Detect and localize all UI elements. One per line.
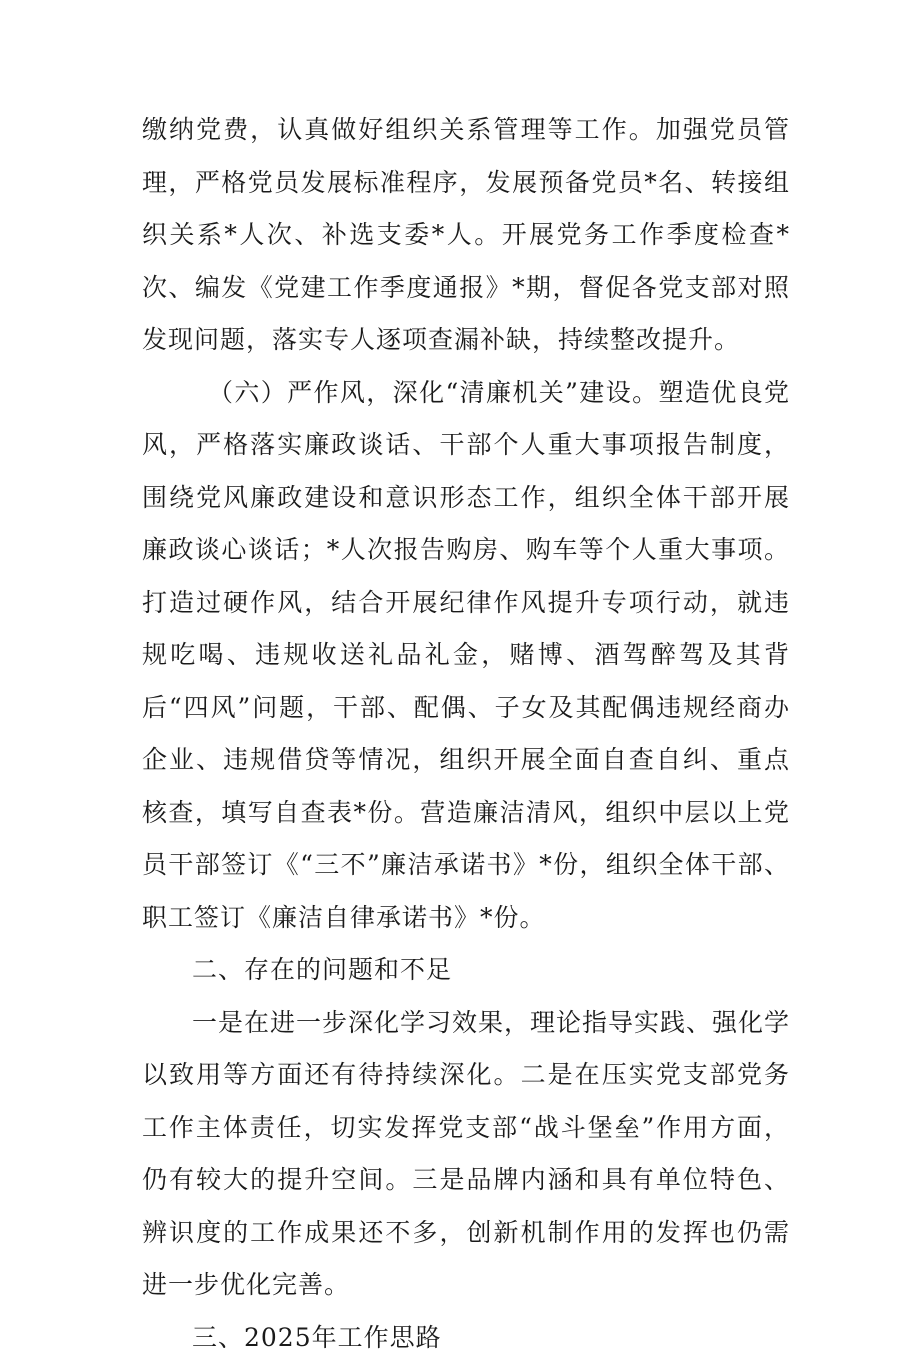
paragraph-party-member-management: 缴纳党费，认真做好组织关系管理等工作。加强党员管理，严格党员发展标准程序，发展预备党员*名、转接组织关系*人次、补选支委*人。开展党务工作季度检查*次、编发《党建工作季度通报》*期，督促各党支部对照发现问题，落实专人逐项查漏补缺，持续整改提升。 bbox=[142, 104, 790, 367]
heading-2025-work-plan: 三、2025年工作思路 bbox=[142, 1312, 790, 1364]
paragraph-section-six-work-style: （六）严作风，深化“清廉机关”建设。塑造优良党风，严格落实廉政谈话、干部个人重大事项报告制度，围绕党风廉政建设和意识形态工作，组织全体干部开展廉政谈心谈话；*人次报告购房、购车等个人重大事项。打造过硬作风，结合开展纪律作风提升专项行动，就违规吃喝、违规收送礼品礼金，赌博、酒驾醉驾及其背后“四风”问题，干部、配偶、子女及其配偶违规经商办企业、违规借贷等情况，组织开展全面自查自纠、重点核查，填写自查表*份。营造廉洁清风，组织中层以上党员干部签订《“三不”廉洁承诺书》*份，组织全体干部、职工签订《廉洁自律承诺书》*份。 bbox=[142, 367, 790, 945]
heading-problems-and-shortcomings: 二、存在的问题和不足 bbox=[142, 944, 790, 997]
document-body bbox=[142, 104, 790, 1364]
paragraph-problems-detail: 一是在进一步深化学习效果，理论指导实践、强化学以致用等方面还有待持续深化。二是在压实党支部党务工作主体责任，切实发挥党支部“战斗堡垒”作用方面，仍有较大的提升空间。三是品牌内涵和具有单位特色、辨识度的工作成果还不多，创新机制作用的发挥也仍需进一步优化完善。 bbox=[142, 997, 790, 1312]
